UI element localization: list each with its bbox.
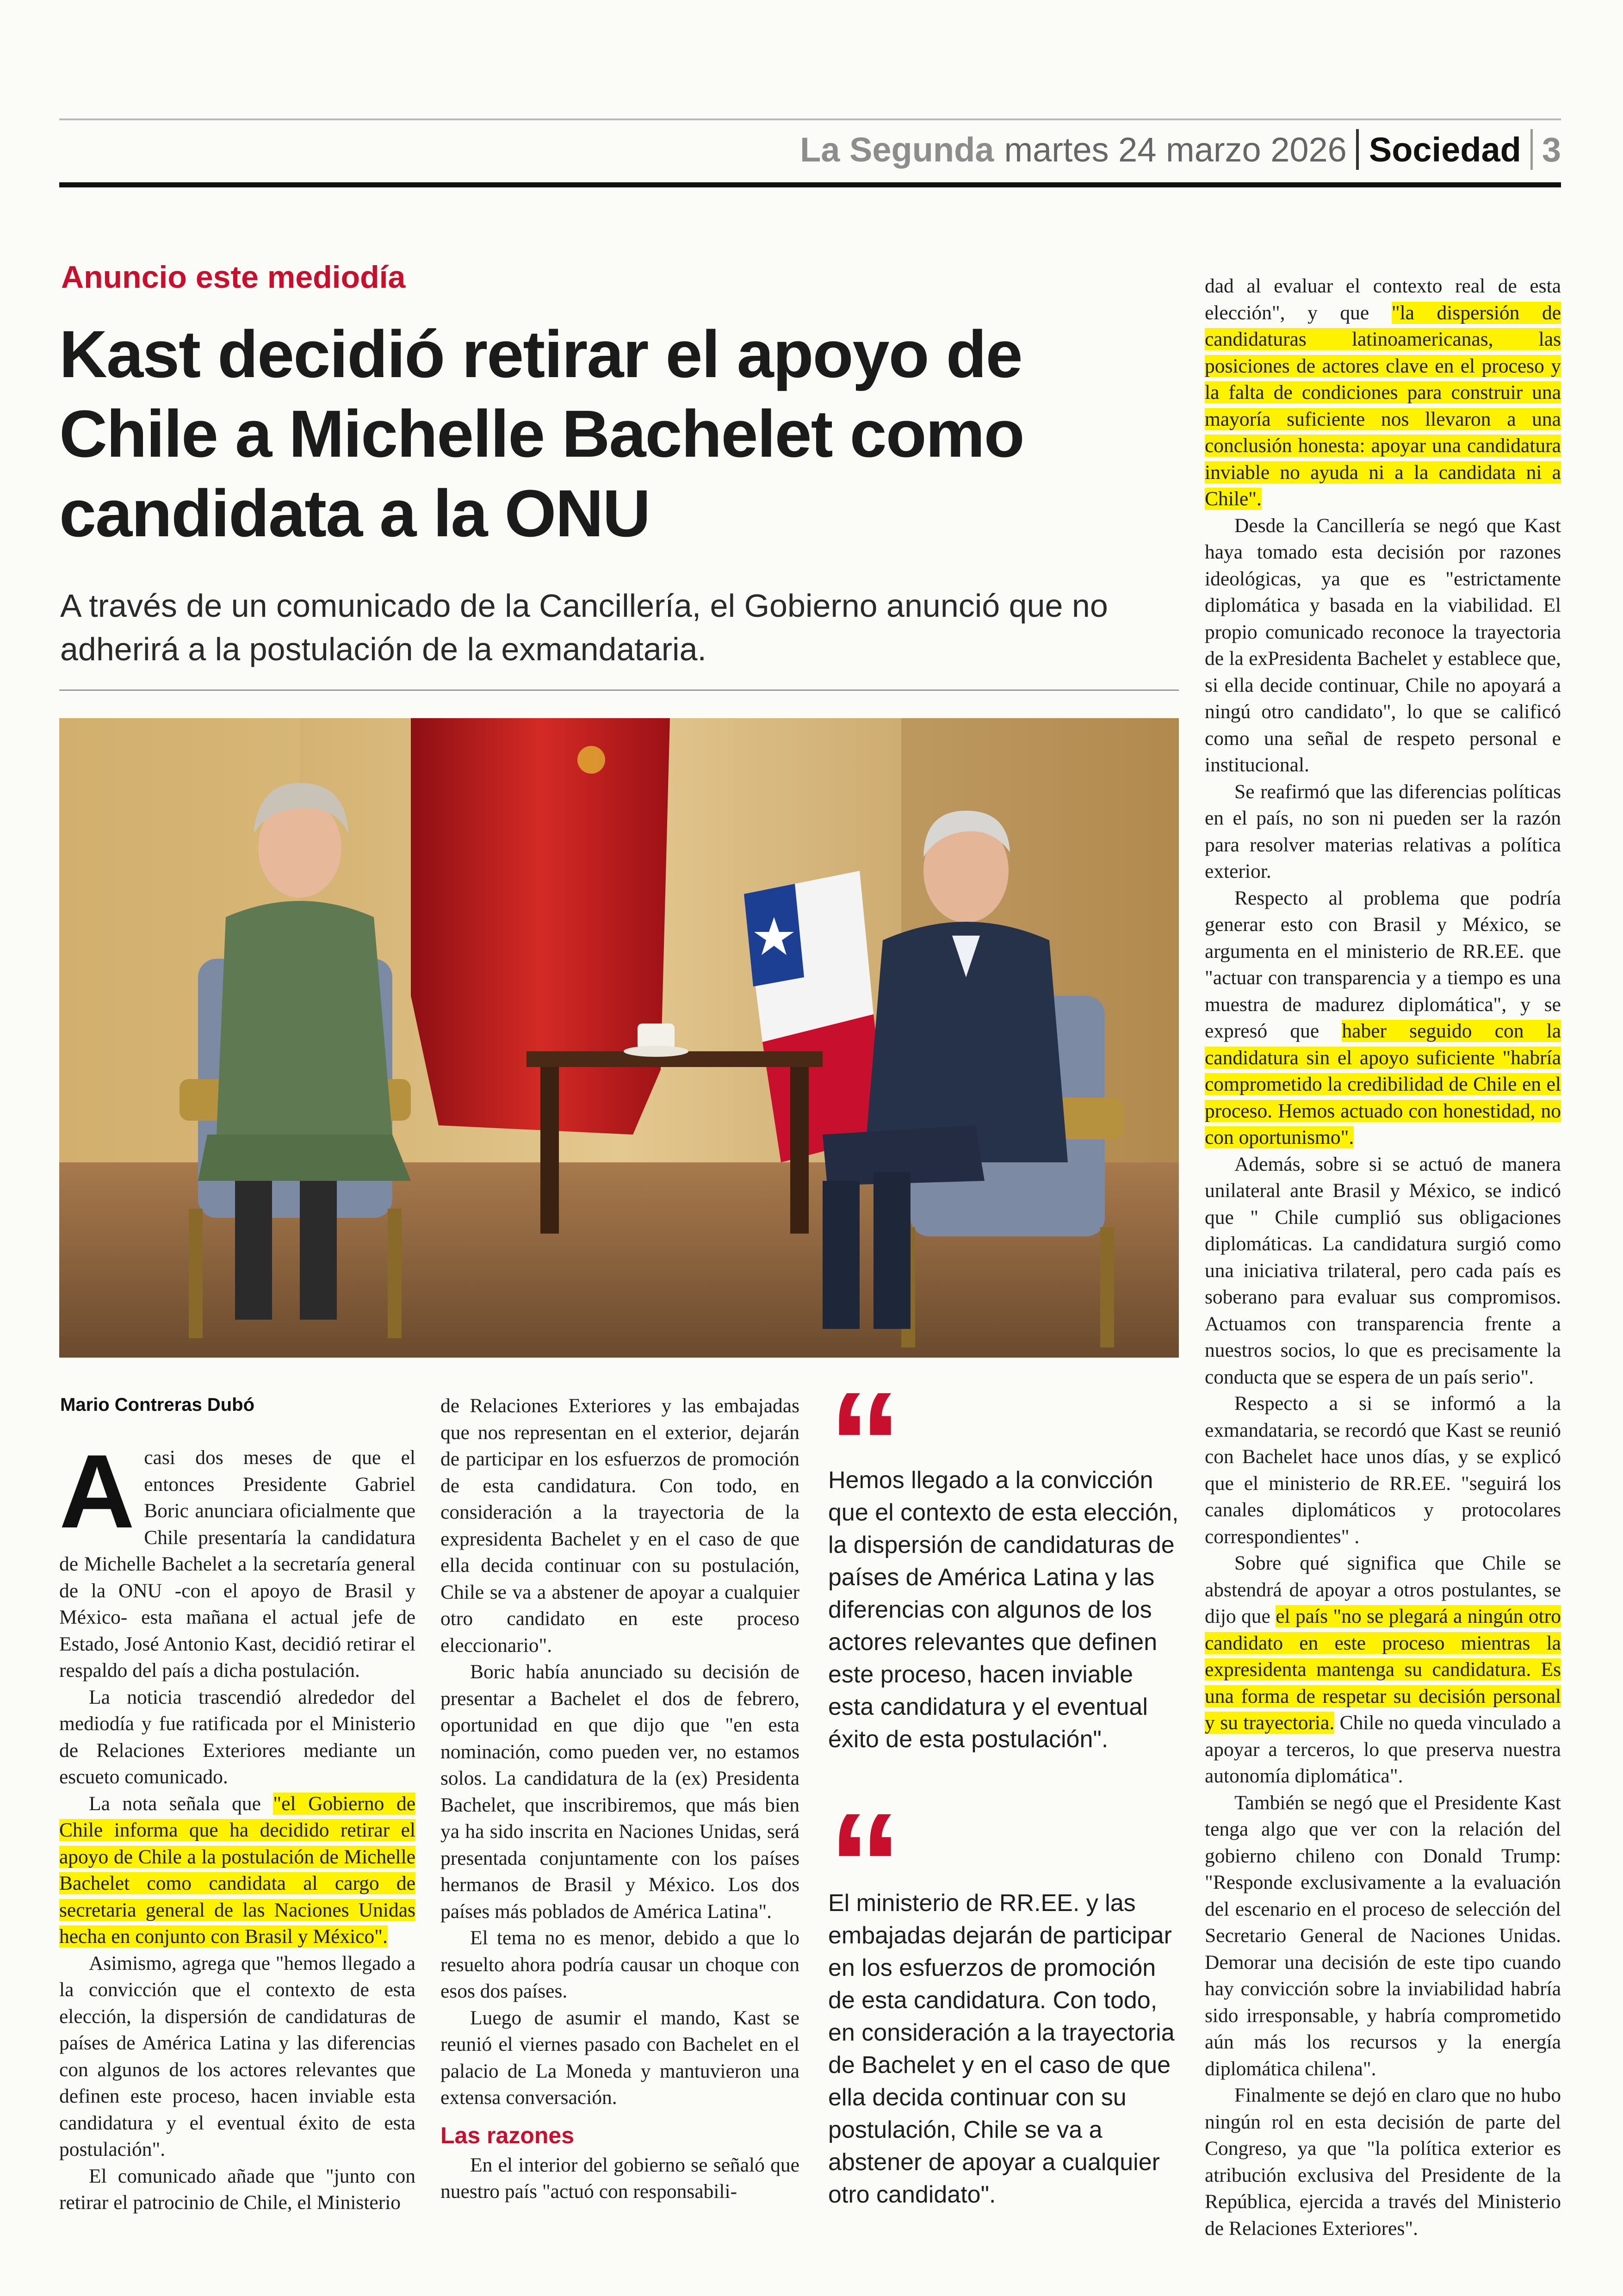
paragraph: Finalmente se dejó en claro que no hubo ningún rol en esta decisión de parte del Congreso, ya que "la política exterior es atribución exclusiva del Presidente de la República, ejercida a través del Ministerio de Relaciones Exteriores". bbox=[1205, 2084, 1561, 2240]
header-bottom-rule bbox=[59, 182, 1561, 187]
paragraph bbox=[1205, 885, 1561, 1151]
header-divider bbox=[1356, 129, 1359, 170]
highlighted-text: "la dispersión de candidaturas latinoamericanas, las posiciones de actores clave en el proceso y la falta de condiciones para construir una mayoría suficiente nos llevaron a una conclusión honesta: apoyar una candidatura inviable no ayuda ni a la candidata ni a Chile". bbox=[1205, 301, 1561, 510]
paragraph: Boric había anunciado su decisión de presentar a Bachelet el dos de febrero, oportunidad en que dijo que "en esta nominación, como pueden ver, no estamos solos. La candidatura de la (ex) Presidenta Bachelet, que inscribiremos, que más bien ya ha sido inscrita en Naciones Unidas, será presentada conjuntamente con los países hermanos de Brasil y México. Los dos países más poblados de América Latina". bbox=[440, 1661, 799, 1923]
page-number: 3 bbox=[1542, 130, 1561, 169]
paragraph: La noticia trascendió alrededor del mediodía y fue ratificada por el Ministerio de Relaciones Exteriores mediante un escueto comunicado. bbox=[59, 1686, 415, 1788]
paragraph-text: La nota señala que bbox=[89, 1792, 273, 1815]
highlighted-text: haber seguido con la candidatura sin el apoyo suficiente "habría comprometido la credibilidad de Chile en el proceso. Hemos actuado con honestidad, no con oportunismo". bbox=[1205, 1020, 1561, 1148]
paragraph: Asimismo, agrega que "hemos llegado a la convicción que el contexto de esta elección, la dispersión de candidaturas de países de América Latina y las diferencias con algunos de los actores relevantes que definen este proceso, hacen inviable esta candidatura y el eventual éxito de esta postulación". bbox=[59, 1952, 415, 2160]
pull-quote: Hemos llegado a la convicción que el contexto de esta elección, la dispersión de candidaturas de países de América Latina y las diferencias con algunos de los actores relevantes que definen este proceso, hacen inviable esta candidatura y el eventual éxito de esta postulación". bbox=[828, 1467, 1179, 1753]
paragraph: El comunicado añade que "junto con retirar el patrocinio de Chile, el Ministerio bbox=[59, 2165, 415, 2214]
paragraph-text: dad al evaluar el contexto real de esta elección", y que bbox=[1205, 275, 1561, 324]
article-column-1 bbox=[59, 1433, 415, 2216]
article-column-4 bbox=[1205, 273, 1561, 2242]
paragraph: Luego de asumir el mando, Kast se reunió el viernes pasado con Bachelet en el palacio de La Moneda y mantuvieron una extensa conversación. bbox=[440, 2006, 799, 2109]
paragraph: Respecto a si se informó a la exmandataria, se recordó que Kast se reunió con Bachelet hace unos días, y se explicó que el ministerio de RR.EE. "seguirá los canales diplomáticos y protocolares correspondientes" . bbox=[1205, 1392, 1561, 1548]
header-divider-2 bbox=[1530, 129, 1533, 170]
paragraph: El tema no es menor, debido a que lo resuelto ahora podría causar un choque con esos dos países. bbox=[440, 1927, 799, 2002]
article-kicker: Anuncio este mediodía bbox=[61, 260, 406, 295]
paragraph: En el interior del gobierno se señaló que nuestro país "actuó con responsabili- bbox=[440, 2153, 799, 2203]
paragraph-text: Chile no queda vinculado a apoyar a terceros, lo que preserva nuestra autonomía diplomática". bbox=[1205, 1712, 1561, 1787]
paragraph: casi dos meses de que el entonces Presidente Gabriel Boric anunciara oficialmente que Chile presentaría la candidatura de Michelle Bachelet a la secretaría general de la ONU -con el apoyo de Brasil y México- esta mañana el actual jefe de Estado, José Antonio Kast, decidió retirar el respaldo del país a dicha postulación. bbox=[59, 1446, 415, 1682]
drop-cap: A bbox=[59, 1433, 135, 1550]
article-headline: Kast decidió retirar el apoyo de Chile a Michelle Bachelet como candidata a la ONU bbox=[59, 317, 1024, 551]
paragraph: También se negó que el Presidente Kast tenga algo que ver con la relación del gobierno chileno con Donald Trump: "Responde exclusivamente a la evaluación del escenario en el proceso de selección del Secretario General de Naciones Unidas. Demorar una decisión de este tipo cuando hay convicción sobre la inviabilidad habría sido irresponsable, y habría comprometido aún más los recursos y la energía diplomática chilena". bbox=[1205, 1791, 1561, 2080]
paragraph bbox=[59, 1791, 415, 1950]
paragraph bbox=[1205, 1550, 1561, 1790]
article-photo bbox=[59, 718, 1179, 1358]
section-subhead: Las razones bbox=[440, 2122, 575, 2148]
section-name: Sociedad bbox=[1369, 130, 1521, 169]
paragraph: Se reafirmó que las diferencias políticas en el país, no son ni pueden ser la razón para resolver materias relativas a política exterior. bbox=[1205, 780, 1561, 882]
article-column-2 bbox=[440, 1393, 799, 2205]
quote-mark-icon: “ bbox=[828, 1782, 902, 1948]
newspaper-name: La Segunda bbox=[800, 130, 994, 169]
highlighted-text: el país "no se plegará a ningún otro candidato en este proceso mientras la expresidenta mantenga su candidatura. Es una forma de respetar su decisión personal y su trayectoria. bbox=[1205, 1605, 1561, 1734]
page-header bbox=[800, 124, 1561, 175]
pull-quote: El ministerio de RR.EE. y las embajadas dejarán de participar en los esfuerzos de promoción de esta candidatura. Con todo, en consideración a la trayectoria de Bachelet y en el caso de que ella decida continuar con su postulación, Chile se va a abstener de apoyar a cualquier otro candidato". bbox=[828, 1890, 1175, 2208]
highlighted-text: "el Gobierno de Chile informa que ha decidido retirar el apoyo de Chile a la postulación de Michelle Bachelet como candidata al cargo de secretaria general de las Naciones Unidas hecha en conjunto con Brasil y México". bbox=[59, 1792, 415, 1948]
paragraph-text: Respecto al problema que podría generar esto con Brasil y México, se argumenta en el ministerio de RR.EE. que "actuar con transparencia y a tiempo es una muestra de madurez diplomática", y se expresó que bbox=[1205, 887, 1561, 1042]
paragraph bbox=[1205, 273, 1561, 513]
byline: Mario Contreras Dubó bbox=[60, 1395, 255, 1415]
paragraph: Desde la Cancillería se negó que Kast haya tomado esta decisión por razones ideológicas, ya que es "estrictamente diplomática y basada en la viabilidad. El propio comunicado reconoce la trayectoria de la exPresidenta Bachelet y establece que, si ella decide continuar, Chile no apoyará a ningú otro candidato", lo que se calificó como una señal de respeto personal e institucional. bbox=[1205, 514, 1561, 776]
paragraph: Además, sobre si se actuó de manera unilateral ante Brasil y México, se indicó que " Chile cumplió sus obligaciones diplomáticas. La candidatura surgió como una iniciativa trilateral, pero cada país es soberano para evaluar sus compromisos. Actuamos con transparencia frente a nuestros socios, lo que es precisamente la conducta que se espera de un país serio". bbox=[1205, 1153, 1561, 1388]
issue-date: martes 24 marzo 2026 bbox=[1004, 130, 1347, 169]
header-top-rule bbox=[59, 118, 1561, 120]
article-subtitle: A través de un comunicado de la Cancillería, el Gobierno anunció que no adherirá a la postulación de la exmandataria. bbox=[60, 588, 1108, 667]
paragraph: de Relaciones Exteriores y las embajadas que nos representan en el exterior, dejarán de participar en los esfuerzos de promoción de esta candidatura. Con todo, en consideración a la trayectoria de la expresidenta Bachelet y en el caso de que ella decida continuar con su postulación, Chile se va a abstener de apoyar a cualquier otro candidato en este proceso eleccionario". bbox=[440, 1395, 799, 1657]
quote-mark-icon: “ bbox=[828, 1361, 902, 1527]
subtitle-rule bbox=[59, 689, 1179, 691]
paragraph-text: Sobre qué significa que Chile se abstendrá de apoyar a otros postulantes, se dijo que bbox=[1205, 1552, 1561, 1627]
